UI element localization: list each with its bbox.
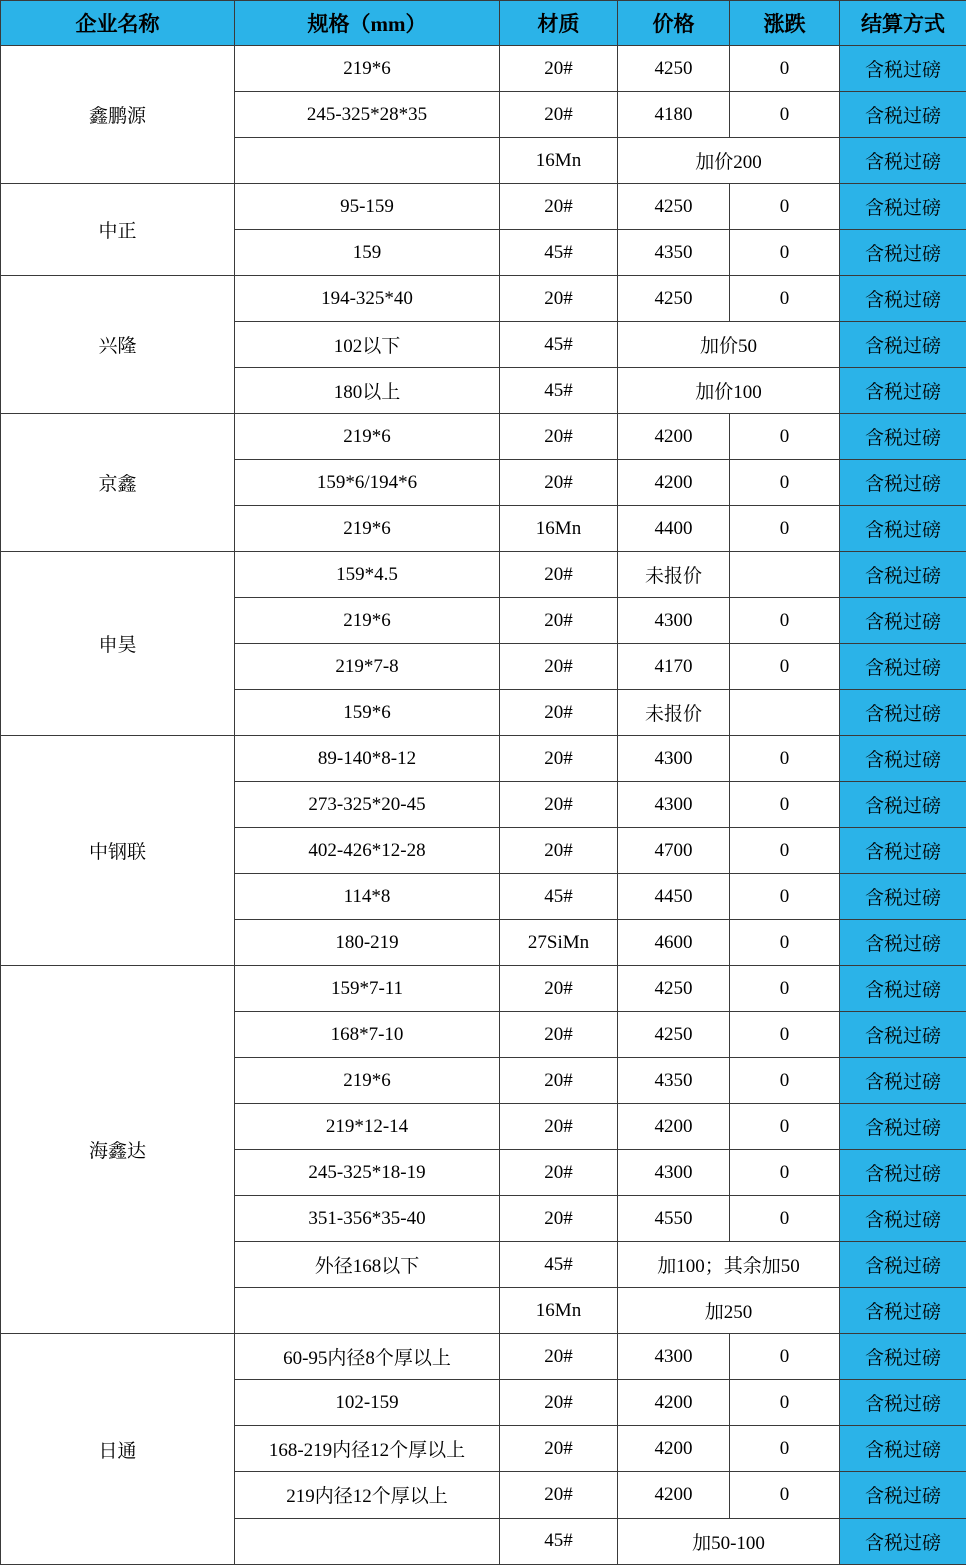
change-cell: 0 (730, 1058, 840, 1104)
settlement-cell: 含税过磅 (840, 874, 966, 920)
material-cell: 16Mn (500, 506, 618, 552)
table-header (1, 1, 966, 46)
change-cell: 0 (730, 644, 840, 690)
settlement-cell: 含税过磅 (840, 552, 966, 598)
settlement-cell: 含税过磅 (840, 920, 966, 966)
spec-cell: 159*6/194*6 (235, 460, 500, 506)
price-note-cell: 加价100 (618, 368, 840, 414)
change-cell (730, 552, 840, 598)
settlement-cell: 含税过磅 (840, 1242, 966, 1288)
spec-cell: 102-159 (235, 1380, 500, 1426)
material-cell: 20# (500, 736, 618, 782)
column-header-price: 价格 (618, 1, 730, 46)
spec-cell: 89-140*8-12 (235, 736, 500, 782)
spec-cell: 194-325*40 (235, 276, 500, 322)
settlement-cell: 含税过磅 (840, 184, 966, 230)
spec-cell (235, 138, 500, 184)
spec-cell: 219内径12个厚以上 (235, 1472, 500, 1518)
material-cell: 20# (500, 644, 618, 690)
price-cell: 4180 (618, 92, 730, 138)
price-note-cell: 加价200 (618, 138, 840, 184)
change-cell: 0 (730, 782, 840, 828)
material-cell: 20# (500, 1058, 618, 1104)
material-cell: 20# (500, 1150, 618, 1196)
price-cell: 4300 (618, 736, 730, 782)
material-cell: 20# (500, 966, 618, 1012)
price-note-cell: 加250 (618, 1288, 840, 1334)
change-cell: 0 (730, 966, 840, 1012)
price-cell: 4700 (618, 828, 730, 874)
price-note-cell: 加100；其余加50 (618, 1242, 840, 1288)
column-header-spec: 规格（mm） (235, 1, 500, 46)
price-note-cell: 加50-100 (618, 1518, 840, 1565)
table-row (1, 552, 966, 598)
material-cell: 45# (500, 230, 618, 276)
spec-cell: 402-426*12-28 (235, 828, 500, 874)
material-cell: 20# (500, 1104, 618, 1150)
price-cell: 4300 (618, 598, 730, 644)
material-cell: 20# (500, 1334, 618, 1380)
material-cell: 20# (500, 1380, 618, 1426)
company-name-cell: 海鑫达 (1, 966, 235, 1334)
price-cell: 4250 (618, 276, 730, 322)
price-cell: 4200 (618, 1380, 730, 1426)
material-cell: 45# (500, 1242, 618, 1288)
change-cell: 0 (730, 920, 840, 966)
settlement-cell: 含税过磅 (840, 276, 966, 322)
header-row (1, 1, 966, 46)
spec-cell: 159*4.5 (235, 552, 500, 598)
company-name-cell: 鑫鹏源 (1, 46, 235, 184)
settlement-cell: 含税过磅 (840, 1288, 966, 1334)
change-cell: 0 (730, 1472, 840, 1518)
price-cell: 4200 (618, 1472, 730, 1518)
company-name-cell: 兴隆 (1, 276, 235, 414)
settlement-cell: 含税过磅 (840, 598, 966, 644)
settlement-cell: 含税过磅 (840, 92, 966, 138)
spec-cell: 351-356*35-40 (235, 1196, 500, 1242)
table-row (1, 414, 966, 460)
spec-cell: 180以上 (235, 368, 500, 414)
settlement-cell: 含税过磅 (840, 828, 966, 874)
change-cell: 0 (730, 414, 840, 460)
settlement-cell: 含税过磅 (840, 966, 966, 1012)
spec-cell: 180-219 (235, 920, 500, 966)
price-cell: 4300 (618, 782, 730, 828)
price-cell: 4550 (618, 1196, 730, 1242)
table-body (1, 46, 966, 1565)
settlement-cell: 含税过磅 (840, 230, 966, 276)
spec-cell: 159*7-11 (235, 966, 500, 1012)
material-cell: 20# (500, 184, 618, 230)
table-row (1, 736, 966, 782)
material-cell: 20# (500, 46, 618, 92)
material-cell: 20# (500, 782, 618, 828)
spec-cell: 159*6 (235, 690, 500, 736)
settlement-cell: 含税过磅 (840, 736, 966, 782)
price-cell: 4170 (618, 644, 730, 690)
price-cell: 4250 (618, 1012, 730, 1058)
spec-cell: 219*6 (235, 1058, 500, 1104)
settlement-cell: 含税过磅 (840, 1150, 966, 1196)
spec-cell: 95-159 (235, 184, 500, 230)
settlement-cell: 含税过磅 (840, 414, 966, 460)
price-cell: 4400 (618, 506, 730, 552)
price-cell: 4250 (618, 184, 730, 230)
spec-cell: 219*6 (235, 46, 500, 92)
settlement-cell: 含税过磅 (840, 1334, 966, 1380)
spec-cell: 102以下 (235, 322, 500, 368)
material-cell: 45# (500, 874, 618, 920)
price-cell: 4300 (618, 1334, 730, 1380)
price-cell: 4250 (618, 966, 730, 1012)
material-cell: 20# (500, 276, 618, 322)
change-cell: 0 (730, 1426, 840, 1472)
settlement-cell: 含税过磅 (840, 138, 966, 184)
company-name-cell: 中正 (1, 184, 235, 276)
material-cell: 16Mn (500, 1288, 618, 1334)
change-cell: 0 (730, 92, 840, 138)
settlement-cell: 含税过磅 (840, 460, 966, 506)
change-cell: 0 (730, 828, 840, 874)
settlement-cell: 含税过磅 (840, 1196, 966, 1242)
spec-cell: 159 (235, 230, 500, 276)
material-cell: 45# (500, 1518, 618, 1565)
spec-cell: 168*7-10 (235, 1012, 500, 1058)
spec-cell: 219*12-14 (235, 1104, 500, 1150)
company-name-cell: 申昊 (1, 552, 235, 736)
settlement-cell: 含税过磅 (840, 644, 966, 690)
price-cell: 未报价 (618, 690, 730, 736)
change-cell: 0 (730, 1380, 840, 1426)
settlement-cell: 含税过磅 (840, 46, 966, 92)
company-name-cell: 日通 (1, 1334, 235, 1565)
price-cell: 未报价 (618, 552, 730, 598)
table-row (1, 46, 966, 92)
settlement-cell: 含税过磅 (840, 1518, 966, 1565)
spec-cell: 外径168以下 (235, 1242, 500, 1288)
price-cell: 4200 (618, 460, 730, 506)
settlement-cell: 含税过磅 (840, 1104, 966, 1150)
spec-cell: 219*6 (235, 414, 500, 460)
material-cell: 45# (500, 368, 618, 414)
change-cell: 0 (730, 230, 840, 276)
spec-cell: 114*8 (235, 874, 500, 920)
table-row (1, 1334, 966, 1380)
change-cell: 0 (730, 1012, 840, 1058)
change-cell: 0 (730, 1104, 840, 1150)
settlement-cell: 含税过磅 (840, 322, 966, 368)
material-cell: 20# (500, 1196, 618, 1242)
material-cell: 20# (500, 92, 618, 138)
column-header-material: 材质 (500, 1, 618, 46)
spec-cell: 273-325*20-45 (235, 782, 500, 828)
spec-cell: 60-95内径8个厚以上 (235, 1334, 500, 1380)
spec-cell: 245-325*28*35 (235, 92, 500, 138)
change-cell: 0 (730, 460, 840, 506)
price-cell: 4600 (618, 920, 730, 966)
material-cell: 20# (500, 598, 618, 644)
material-cell: 20# (500, 552, 618, 598)
table-row (1, 184, 966, 230)
change-cell: 0 (730, 1150, 840, 1196)
settlement-cell: 含税过磅 (840, 1012, 966, 1058)
spec-cell (235, 1518, 500, 1565)
price-note-cell: 加价50 (618, 322, 840, 368)
table-row (1, 966, 966, 1012)
price-cell: 4450 (618, 874, 730, 920)
settlement-cell: 含税过磅 (840, 506, 966, 552)
material-cell: 20# (500, 1472, 618, 1518)
settlement-cell: 含税过磅 (840, 1380, 966, 1426)
change-cell: 0 (730, 276, 840, 322)
price-cell: 4300 (618, 1150, 730, 1196)
spec-cell (235, 1288, 500, 1334)
material-cell: 45# (500, 322, 618, 368)
material-cell: 16Mn (500, 138, 618, 184)
settlement-cell: 含税过磅 (840, 782, 966, 828)
change-cell: 0 (730, 736, 840, 782)
price-cell: 4200 (618, 1104, 730, 1150)
settlement-cell: 含税过磅 (840, 1426, 966, 1472)
company-name-cell: 中钢联 (1, 736, 235, 966)
company-name-cell: 京鑫 (1, 414, 235, 552)
price-cell: 4200 (618, 414, 730, 460)
material-cell: 20# (500, 414, 618, 460)
settlement-cell: 含税过磅 (840, 368, 966, 414)
spec-cell: 219*6 (235, 506, 500, 552)
table-row (1, 276, 966, 322)
price-cell: 4350 (618, 1058, 730, 1104)
settlement-cell: 含税过磅 (840, 690, 966, 736)
price-cell: 4350 (618, 230, 730, 276)
price-cell: 4250 (618, 46, 730, 92)
spec-cell: 219*6 (235, 598, 500, 644)
change-cell: 0 (730, 1196, 840, 1242)
material-cell: 20# (500, 828, 618, 874)
settlement-cell: 含税过磅 (840, 1472, 966, 1518)
column-header-settlement: 结算方式 (840, 1, 966, 46)
change-cell: 0 (730, 506, 840, 552)
material-cell: 27SiMn (500, 920, 618, 966)
change-cell: 0 (730, 874, 840, 920)
change-cell (730, 690, 840, 736)
change-cell: 0 (730, 46, 840, 92)
spec-cell: 219*7-8 (235, 644, 500, 690)
spec-cell: 245-325*18-19 (235, 1150, 500, 1196)
material-cell: 20# (500, 690, 618, 736)
material-cell: 20# (500, 1012, 618, 1058)
settlement-cell: 含税过磅 (840, 1058, 966, 1104)
change-cell: 0 (730, 1334, 840, 1380)
change-cell: 0 (730, 184, 840, 230)
column-header-company: 企业名称 (1, 1, 235, 46)
change-cell: 0 (730, 598, 840, 644)
material-cell: 20# (500, 1426, 618, 1472)
material-cell: 20# (500, 460, 618, 506)
column-header-change: 涨跌 (730, 1, 840, 46)
price-cell: 4200 (618, 1426, 730, 1472)
spec-cell: 168-219内径12个厚以上 (235, 1426, 500, 1472)
